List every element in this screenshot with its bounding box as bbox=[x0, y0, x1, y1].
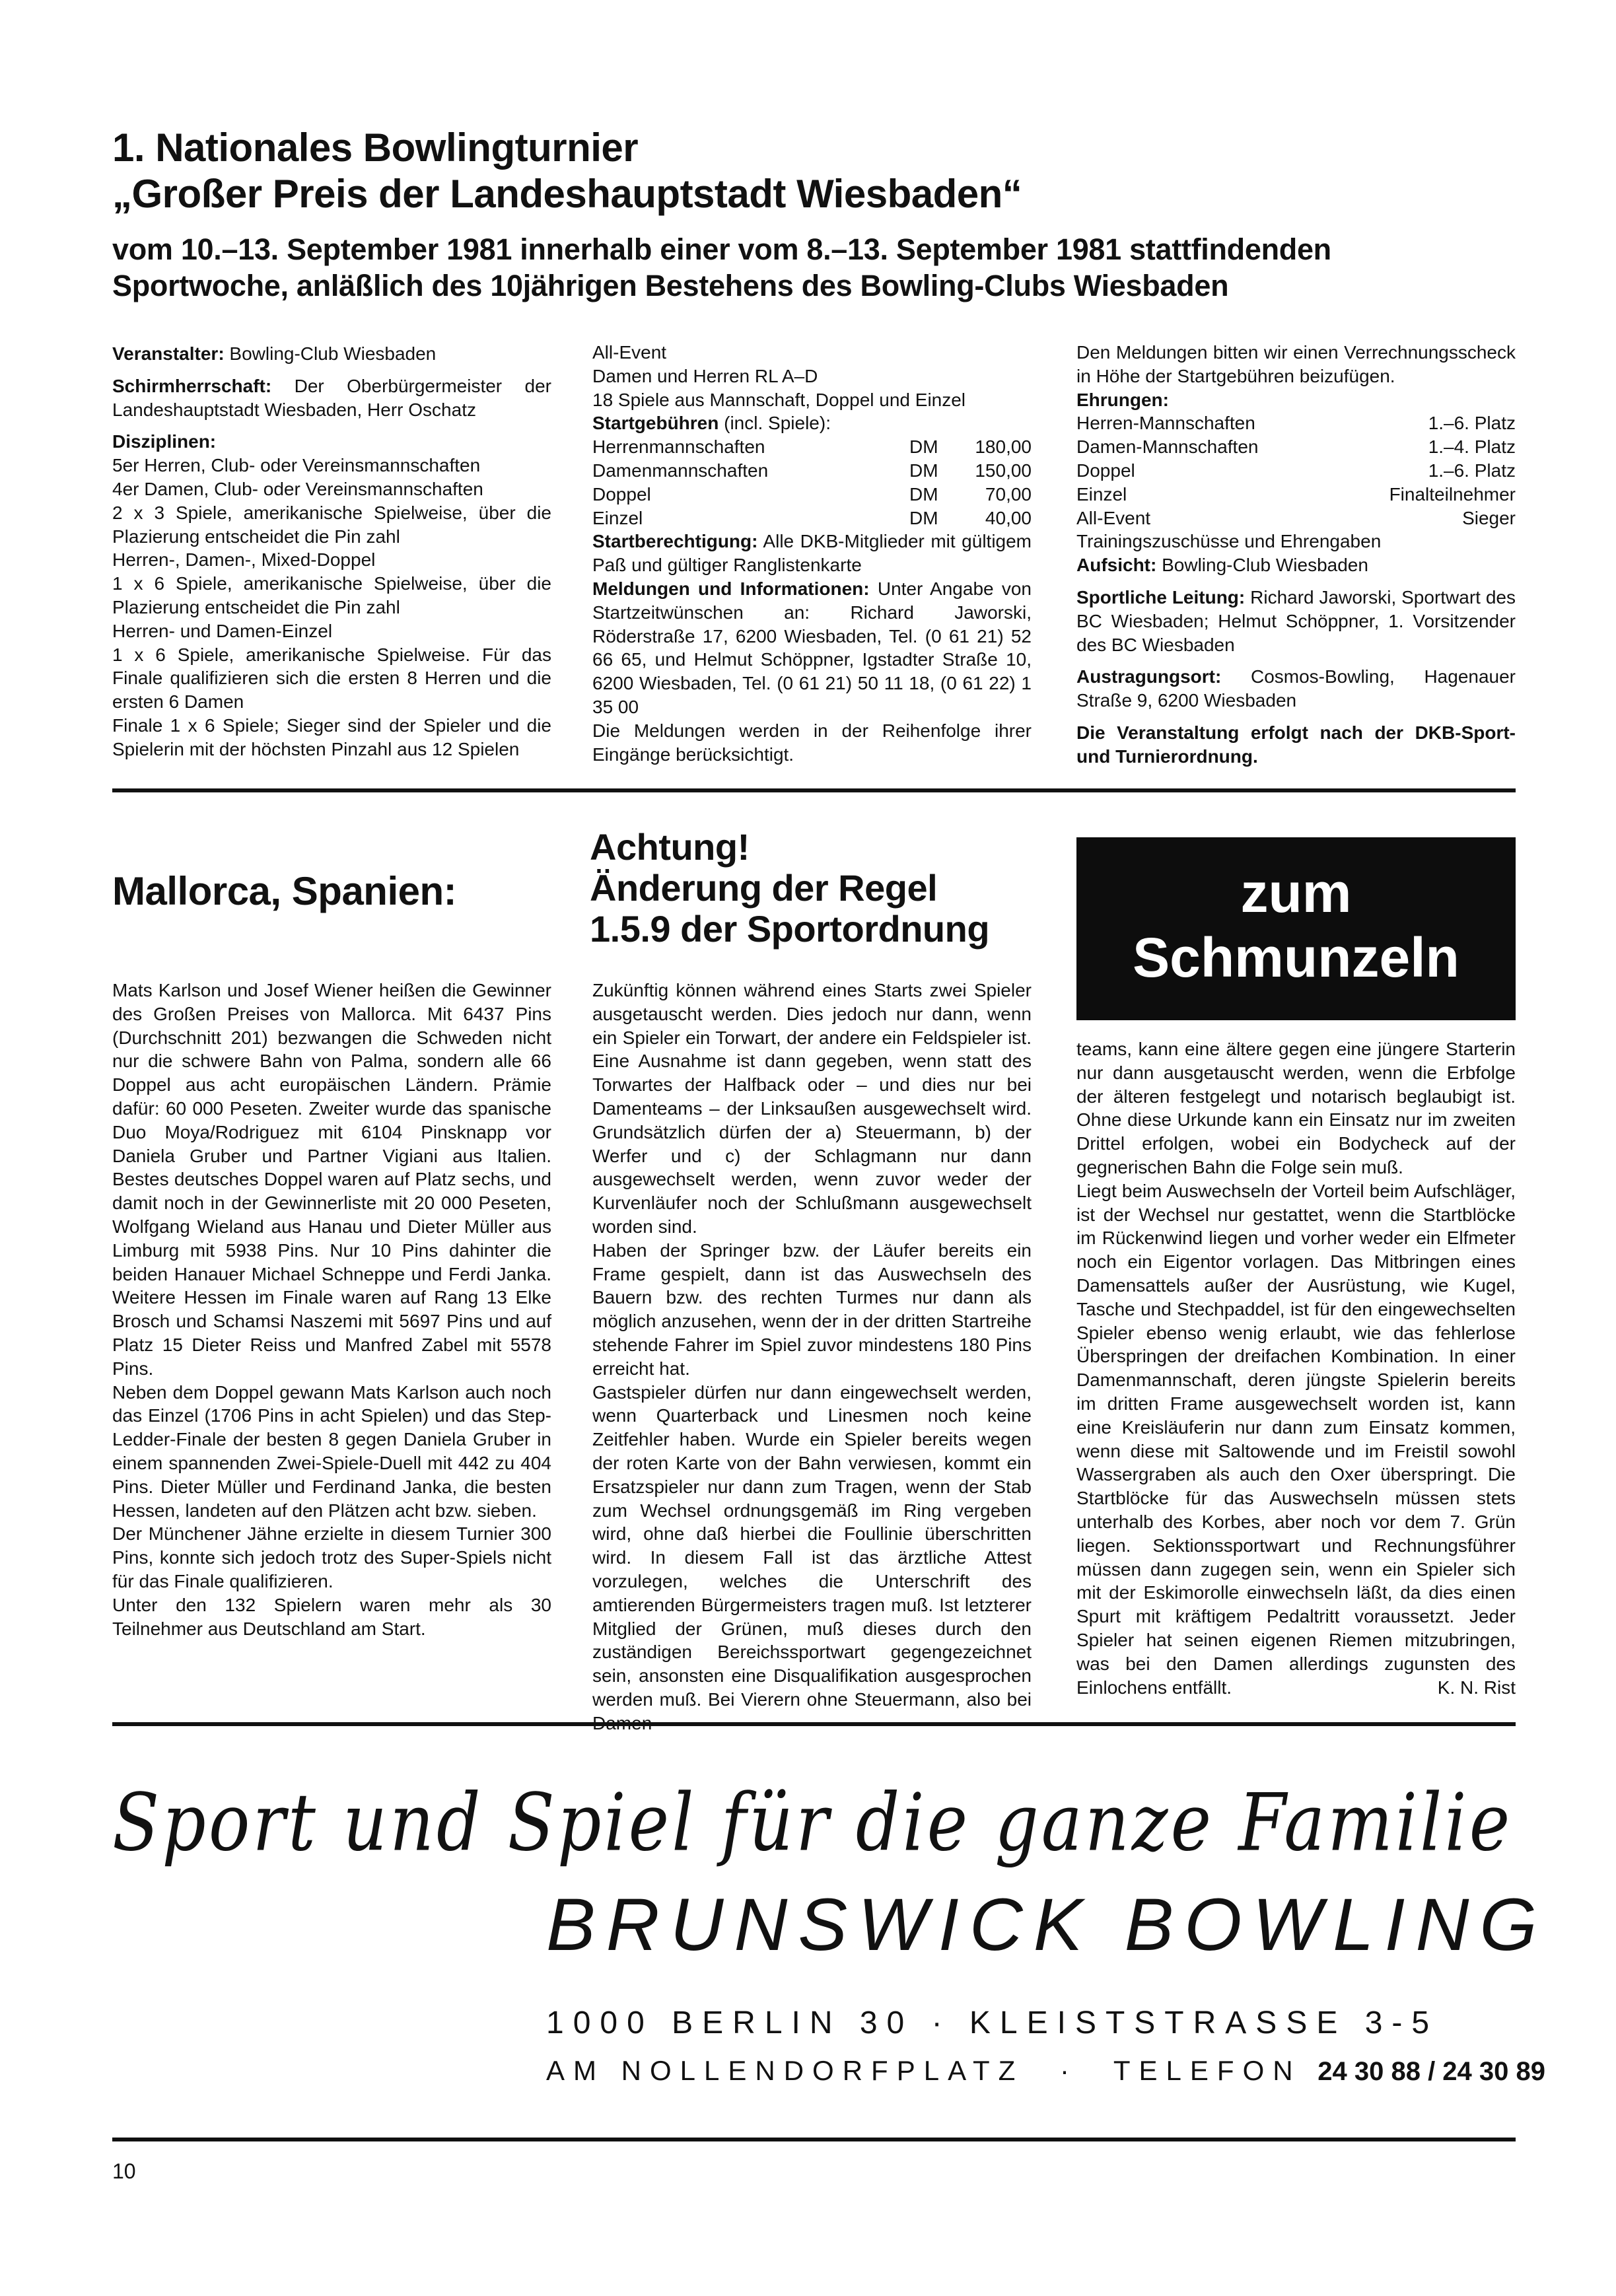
ehrung-label: Damen-Mannschaften bbox=[1076, 436, 1259, 458]
achtung-heading-line1: Achtung! bbox=[590, 826, 750, 868]
article-subtitle-line2: Sportwoche, anläßlich des 10jährigen Bestehens des Bowling-Clubs Wiesbaden bbox=[112, 269, 1229, 302]
fee-amount: 70,00 bbox=[985, 483, 1032, 504]
startberechtigung bbox=[592, 530, 1032, 577]
meldungen-label: Meldungen und Informationen: bbox=[592, 578, 870, 599]
ehrung-value: 1.–4. Platz bbox=[1428, 436, 1516, 458]
article-paragraph: teams, kann eine ältere gegen eine jüngere Starterin nur dann ausgetauscht werden, wenn die Erbfolge der älteren festgelegt und notarisch beglaubigt ist. Ohne diese Urkunde kann ein Einsatz nur im zweiten Drittel erfolgen, wobei ein Bodycheck auf der gegnerischen Bahn die Folge sein muß. bbox=[1076, 1039, 1516, 1177]
schirmherrschaft bbox=[112, 374, 551, 422]
fee-currency: DM bbox=[909, 507, 938, 528]
ehrung-row bbox=[1076, 435, 1516, 459]
ehrung-row bbox=[1076, 506, 1516, 530]
disziplin-item: 18 Spiele aus Mannschaft, Doppel und Einzel bbox=[592, 389, 966, 410]
fee-row bbox=[592, 506, 1032, 530]
fee-label: Einzel bbox=[592, 507, 643, 528]
veranstalter-label: Veranstalter: bbox=[112, 343, 225, 364]
disziplin-item: 4er Damen, Club- oder Vereinsmannschaften bbox=[112, 478, 483, 499]
aufsicht-value: Bowling-Club Wiesbaden bbox=[1162, 555, 1368, 576]
ad-address-separator: · bbox=[1059, 2055, 1078, 2086]
article-paragraph: Neben dem Doppel gewann Mats Karlson auch noch das Einzel (1706 Pins in acht Spielen) und das Step-Ledder-Finale der besten 8 gegen Daniela Gruber in einem spannenden Zwei-Spiele-Duell mit 442 zu 404 Pins. Dieter Müller und Ferdinand Janka, die besten Hessen, landeten auf den Plätzen acht bzw. sieben. bbox=[112, 1381, 551, 1521]
fee-amount: 150,00 bbox=[975, 460, 1032, 481]
ehrungen-heading bbox=[1076, 388, 1516, 412]
fee-row bbox=[592, 459, 1032, 483]
achtung-heading-line2: Änderung der Regel bbox=[590, 867, 938, 909]
ehrung-value: 1.–6. Platz bbox=[1428, 460, 1516, 481]
leitung-label: Sportliche Leitung: bbox=[1076, 586, 1246, 608]
ad-phone-number: 24 30 88 / 24 30 89 bbox=[1317, 2057, 1546, 2086]
meldungen-value: Unter Angabe von Startzeitwünschen an: Richard Jaworski, Röderstraße 17, 6200 Wiesbaden, Tel. (0 61 21) 52 66 65, und Helmut Schöppner, Igstadter Straße 10, 6200 Wiesbaden, Tel. (0 61 21) 50 11 18, (0 61 22) 1 35 00 bbox=[592, 578, 1032, 717]
disziplinen-label bbox=[112, 430, 551, 454]
schmunzeln-box bbox=[1076, 837, 1516, 1020]
ehrung-label: All-Event bbox=[1076, 507, 1151, 528]
fee-currency: DM bbox=[909, 436, 938, 458]
fee-label: Doppel bbox=[592, 483, 651, 504]
ordnung-note bbox=[1076, 721, 1516, 769]
ehrung-label: Doppel bbox=[1076, 460, 1135, 481]
ort-value: Cosmos-Bowling, Hagenauer Straße 9, 6200 Wiesbaden bbox=[1076, 666, 1516, 711]
schmunzeln-box-line1: zum bbox=[1240, 862, 1352, 924]
achtung-heading-line3: 1.5.9 der Sportordnung bbox=[590, 908, 990, 950]
tournament-column-3 bbox=[1076, 341, 1516, 769]
ad-top-divider bbox=[112, 1722, 1516, 1726]
ehrung-label: Einzel bbox=[1076, 483, 1127, 504]
mallorca-article bbox=[112, 979, 551, 1640]
disziplin-item: 1 x 6 Spiele, amerikanische Spielweise, über die Plazierung entscheidet die Pin zahl bbox=[112, 573, 551, 617]
mallorca-heading: Mallorca, Spanien: bbox=[112, 869, 457, 913]
ehrung-value: Sieger bbox=[1462, 507, 1516, 528]
article-title-line1: 1. Nationales Bowlingturnier bbox=[112, 125, 639, 170]
achtung-heading bbox=[590, 827, 989, 950]
fee-label: Herrenmannschaften bbox=[592, 436, 765, 458]
ad-address-line2 bbox=[546, 2055, 1545, 2087]
article-paragraph: Gastspieler dürfen nur dann eingewechselt werden, wenn Quarterback und Linesmen noch keine Zeitfehler haben. Wurde ein Spieler bereits wegen der roten Karte von der Bahn verwiesen, kommt ein Ersatzspieler nur dann zum Tragen, wenn der Stab zum Wechsel ordnungsgemäß im Ring vergeben wird, ohne daß hierbei die Foullinie überschritten wird. In diesem Fall ist das ärztliche Attest vorzulegen, welches die Unterschrift des amtierenden Bürgermeisters tragen muß. Ist letzterer Mitglied der Grünen, muß dieses durch den zuständigen Bereichssportwart gegengezeichnet sein, ansonsten eine Disqualifikation ausgesprochen werden muß. Bei Vierern ohne Steuermann, also bei bbox=[592, 1381, 1032, 1710]
training-note: Trainingszuschüsse und Ehrengaben bbox=[1076, 531, 1382, 552]
fee-currency: DM bbox=[909, 460, 938, 481]
scheck-note: Den Meldungen bitten wir einen Verrechnungsscheck in Höhe der Startgebühren beizufügen. bbox=[1076, 342, 1516, 386]
article-paragraph: Mats Karlson und Josef Wiener heißen die Gewinner des Großen Preises von Mallorca. Mit 6437 Pins (Durchschnitt 201) bezwangen die Schweden nicht nur die schwere Bahn von Palma, sondern alle 66 Doppel aus acht europäischen Ländern. Prämie dafür: 60 000 Peseten. Zweiter wurde das spanische Duo Moya/Rodriguez mit 6104 Pinsknapp vor Daniela Gruber und Partner Vigiani aus Italien. Bestes deutsches Doppel waren auf Platz sechs, und damit noch in der Gewinnerliste mit 20 000 Peseten, Wolfgang Wieland aus Hanau und Dieter Müller aus Limburg mit 5938 Pins. Nur 10 Pins dahinter die beiden Hanauer Michael Schneppe und Ferdi Janka. Weitere Hessen im Finale waren auf Rang 13 Elke Brosch und Schamsi Naszemi mit 5697 Pins und auf Platz 15 Dieter Reiss und Manfred Zabel mit 5578 Pins. bbox=[112, 980, 551, 1379]
schmunzeln-box-line2: Schmunzeln bbox=[1133, 926, 1459, 989]
sportliche-leitung bbox=[1076, 586, 1516, 656]
berechtigung-value: Alle DKB-Mitglieder mit gültigem Paß und gültiger Ranglistenkarte bbox=[592, 531, 1032, 576]
meldungen bbox=[592, 577, 1032, 719]
ad-slogan: Sport und Spiel für die ganze Familie bbox=[112, 1776, 1513, 1869]
ehrung-value: Finalteilnehmer bbox=[1389, 483, 1516, 504]
page-number: 10 bbox=[112, 2159, 136, 2183]
author-signature: K. N. Rist bbox=[1437, 1677, 1516, 1698]
ehrung-value: 1.–6. Platz bbox=[1428, 413, 1516, 434]
disziplin-item: Herren- und Damen-Einzel bbox=[112, 620, 333, 641]
article-paragraph: Zukünftig können während eines Starts zwei Spieler ausgetauscht werden. Dies jedoch nur dann, wenn ein Spieler ein Torwart, der andere ein Feldspieler ist. Eine Ausnahme ist dann gegeben, wenn statt des Torwartes der Halfback oder – und dies nur bei Damenteams – der Linksaußen ausgewechselt wird. Grundsätzlich dürfen der a) Steuermann, b) der Werfer und c) der Schlagmann nur dann ausgewechselt werden, wenn zuvor weder der Kurvenläufer noch der Schlußmann ausgewechselt worden sind. bbox=[592, 980, 1032, 1237]
ehrungen-label: Ehrungen: bbox=[1076, 389, 1169, 410]
tournament-column-1 bbox=[112, 342, 551, 761]
disziplin-item: 2 x 3 Spiele, amerikanische Spielweise, über die Plazierung entscheidet die Pin zahl bbox=[112, 502, 551, 547]
ehrung-label: Herren-Mannschaften bbox=[1076, 413, 1255, 434]
veranstalter bbox=[112, 342, 551, 366]
schirm-label: Schirmherrschaft: bbox=[112, 375, 272, 396]
section-divider bbox=[112, 788, 1516, 792]
ort-label: Austragungsort: bbox=[1076, 666, 1222, 687]
veranstalter-value: Bowling-Club Wiesbaden bbox=[229, 343, 437, 364]
reihenfolge: Die Meldungen werden in der Reihenfolge ihrer Eingänge berücksichtigt. bbox=[592, 720, 1032, 765]
fees-label: Startgebühren bbox=[592, 413, 719, 434]
disziplin-item: All-Event bbox=[592, 342, 667, 363]
ad-brand: BRUNSWICK BOWLING bbox=[546, 1883, 1548, 1966]
article-paragraph: Unter den 132 Spielern waren mehr als 30 Teilnehmer aus Deutschland am Start. bbox=[112, 1594, 551, 1639]
fee-amount: 40,00 bbox=[985, 507, 1032, 528]
disziplin-item: Herren-, Damen-, Mixed-Doppel bbox=[112, 549, 376, 571]
berechtigung-label: Startberechtigung: bbox=[592, 531, 758, 552]
article-paragraph-text: Liegt beim Auswechseln der Vorteil beim Aufschläger, ist der Wechsel nur gestattet, wenn die Startblöcke im Rückenwind liegen und vorher weder ein Elfmeter noch ein Eigentor vorlagen. Das Mitbringen eines Damensattels außer der Ausrüstung, wie Kugel, Tasche und Stechpaddel, ist für den eingewechselten Spieler ebenso wenig erlaubt, wie das fehlerlose Überspringen der dreifachen Kombination. In einer Damenmannschaft, deren jüngste Spielerin bereits im dritten Frame ausgewechselt worden ist, kann eine Kreisläuferin nur dann zum Einsatz kommen, wenn diese mit Saltowende und im Freistil sowohl Wassergraben als auch den Oxer überspringt. Die Startblöcke für das Auswechseln müssen stets unterhalb des Korbes, aber noch vor dem 7. Grün liegen. Sektionssportwart und Rechnungsführer müssen dann zugegen sein, wenn ein Spieler sich mit der Eskimorolle einwechseln läßt, da dies einen Spurt mit kräftigem Pedaltritt voraussetzt. Jeder Spieler hat seinen eigenen Riemen mitzubringen, was bei den Damen allerdings zugunsten des Einlochens entfällt. bbox=[1076, 1180, 1516, 1698]
aufsicht-label: Aufsicht: bbox=[1076, 555, 1157, 576]
disziplin-item: Finale 1 x 6 Spiele; Sieger sind der Spieler und die Spielerin mit der höchsten Pinzahl aus 12 Spielen bbox=[112, 714, 551, 759]
ehrung-row bbox=[1076, 483, 1516, 506]
article-paragraph: Haben der Springer bzw. der Läufer bereits ein Frame gespielt, dann ist das Auswechseln des Bauern bzw. des rechten Turmes nur dann als möglich anzusehen, wenn der in der dritten Startreihe stehende Fahrer im Spiel zuvor mindestens 180 Pins erreicht hat. bbox=[592, 1239, 1032, 1379]
fee-row bbox=[592, 483, 1032, 506]
ad-address-line1: 1000 BERLIN 30 · KLEISTSTRASSE 3-5 bbox=[546, 2005, 1439, 2040]
achtung-article bbox=[592, 979, 1032, 1735]
ehrung-row bbox=[1076, 459, 1516, 483]
ad-bottom-divider bbox=[112, 2138, 1516, 2141]
article-paragraph bbox=[1076, 1179, 1516, 1700]
disziplin-item: 5er Herren, Club- oder Vereinsmannschaften bbox=[112, 455, 481, 476]
leitung-value: Richard Jaworski, Sportwart des BC Wiesbaden; Helmut Schöppner, 1. Vorsitzender des BC Wiesbaden bbox=[1076, 586, 1516, 655]
article-title-line2: „Großer Preis der Landeshauptstadt Wiesbaden“ bbox=[112, 172, 1022, 216]
disziplin-item: Damen und Herren RL A–D bbox=[592, 365, 818, 386]
fees-note: (incl. Spiele): bbox=[724, 413, 831, 434]
tournament-column-2 bbox=[592, 341, 1032, 766]
ehrung-row bbox=[1076, 411, 1516, 435]
aufsicht bbox=[1076, 553, 1516, 577]
fees-heading bbox=[592, 411, 1032, 435]
fee-row bbox=[592, 435, 1032, 459]
article-paragraph: Der Münchener Jähne erzielte in diesem Turnier 300 Pins, konnte sich jedoch trotz des Super-Spiels nicht für das Finale qualifizieren. bbox=[112, 1523, 551, 1591]
ordnung-text: Die Veranstaltung erfolgt nach der DKB-Sport- und Turnierordnung. bbox=[1076, 722, 1516, 767]
schirm-value: Der Oberbürgermeister der Landeshauptstadt Wiesbaden, Herr Oschatz bbox=[112, 375, 552, 420]
fee-currency: DM bbox=[909, 483, 938, 504]
austragungsort bbox=[1076, 665, 1516, 713]
fee-label: Damenmannschaften bbox=[592, 460, 769, 481]
schmunzeln-article bbox=[1076, 1037, 1516, 1699]
disziplinen-heading: Disziplinen: bbox=[112, 431, 217, 452]
ad-address-street: AM NOLLENDORFPLATZ bbox=[546, 2055, 1024, 2086]
article-subtitle-line1: vom 10.–13. September 1981 innerhalb einer vom 8.–13. September 1981 stattfindenden bbox=[112, 232, 1331, 266]
fee-amount: 180,00 bbox=[975, 436, 1032, 458]
ad-phone-label: TELEFON bbox=[1113, 2055, 1302, 2086]
disziplin-item: 1 x 6 Spiele, amerikanische Spielweise. Für das Finale qualifizieren sich die ersten 8 Herren und die ersten 6 Damen bbox=[112, 644, 551, 713]
